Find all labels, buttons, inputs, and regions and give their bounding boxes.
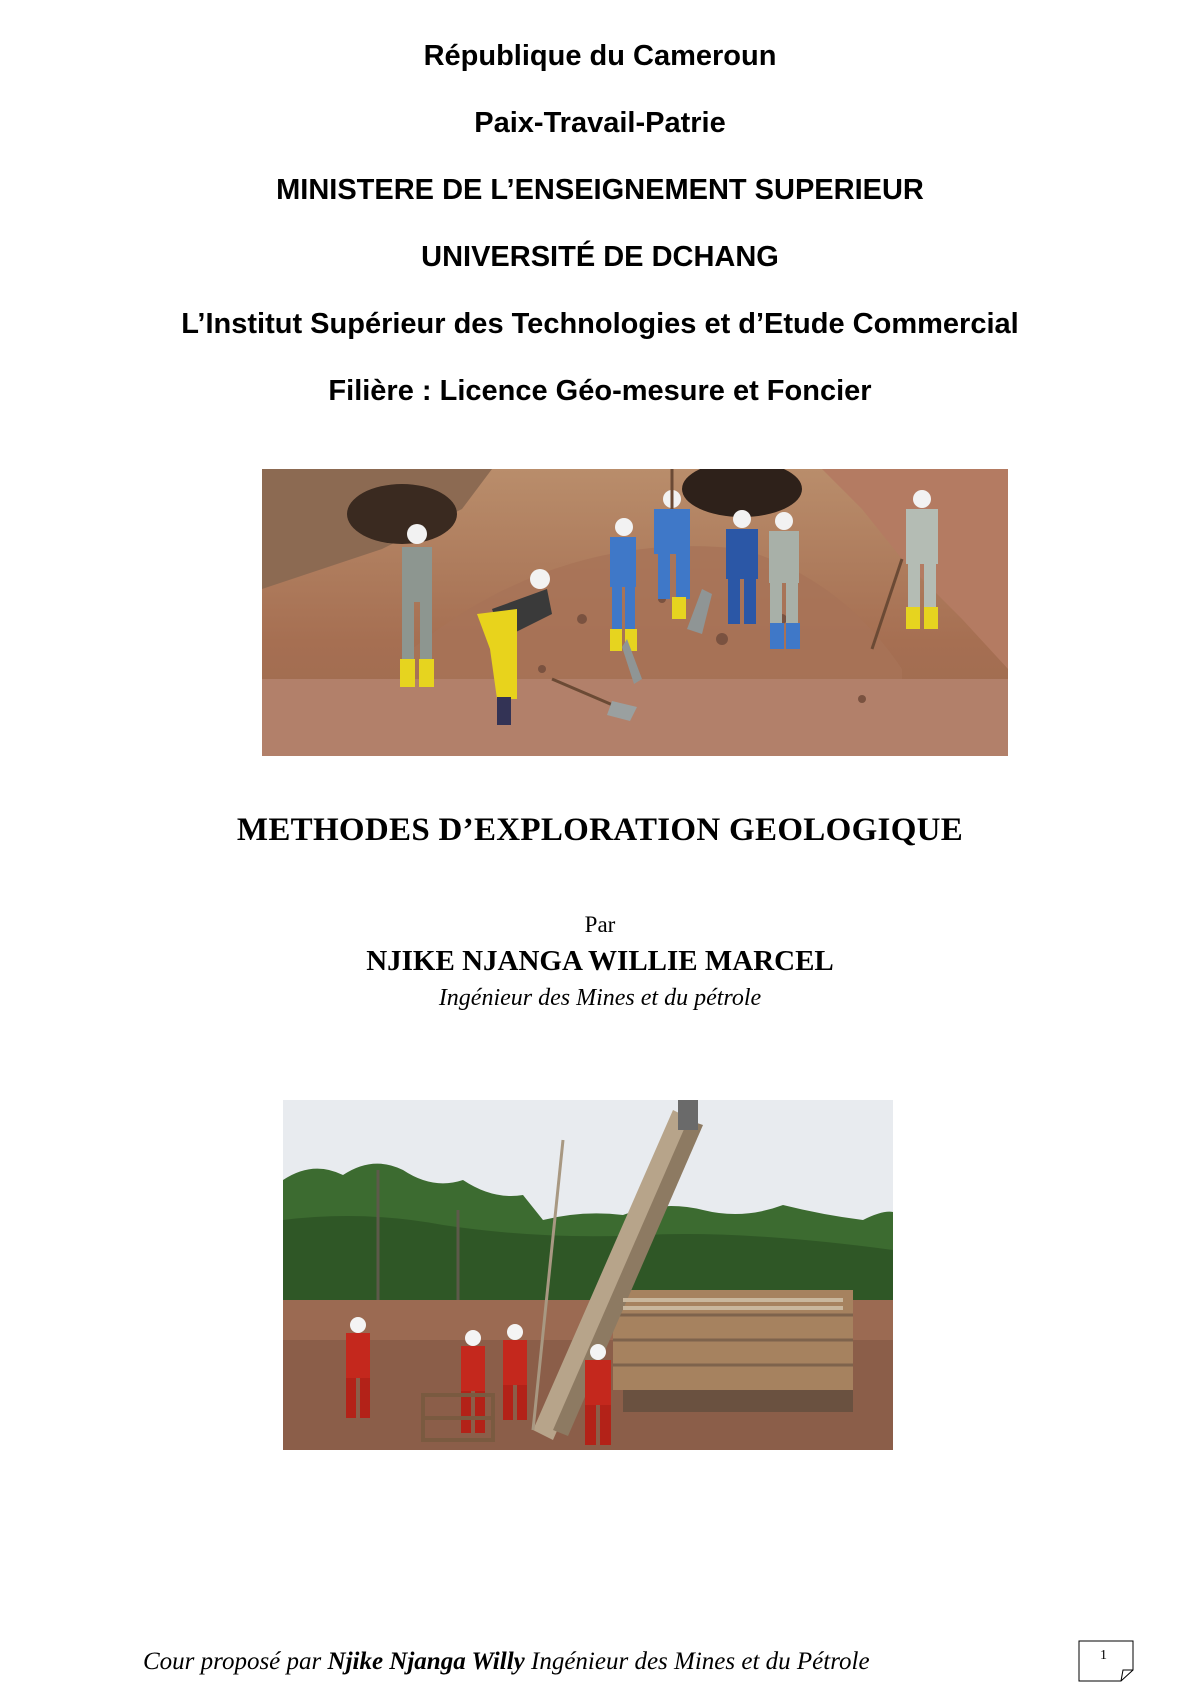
- page-number-box: [1078, 1640, 1134, 1682]
- miners-digging-photo: [262, 469, 1008, 756]
- footer-prefix: Cour proposé par: [143, 1648, 328, 1675]
- footer-credit: [143, 1648, 870, 1676]
- footer-suffix: Ingénieur des Mines et du Pétrole: [524, 1648, 870, 1675]
- header-institute: L’Institut Supérieur des Technologies et d’Etude Commercial: [181, 308, 1019, 340]
- header-program: Filière : Licence Géo-mesure et Foncier: [328, 375, 872, 407]
- header-university: UNIVERSITÉ DE DCHANG: [421, 241, 779, 273]
- author-name: NJIKE NJANGA WILLIE MARCEL: [366, 945, 834, 977]
- drilling-rig-photo: [283, 1100, 893, 1450]
- header-motto: Paix-Travail-Patrie: [474, 107, 726, 139]
- author-role: Ingénieur des Mines et du pétrole: [438, 985, 762, 1011]
- header-country: République du Cameroun: [423, 40, 777, 72]
- page-number: 1: [1100, 1648, 1107, 1663]
- header-ministry: MINISTERE DE L’ENSEIGNEMENT SUPERIEUR: [276, 174, 924, 206]
- by-label: Par: [584, 912, 616, 937]
- document-title: METHODES D’EXPLORATION GEOLOGIQUE: [236, 812, 964, 848]
- footer-author: Njike Njanga Willy: [327, 1648, 525, 1675]
